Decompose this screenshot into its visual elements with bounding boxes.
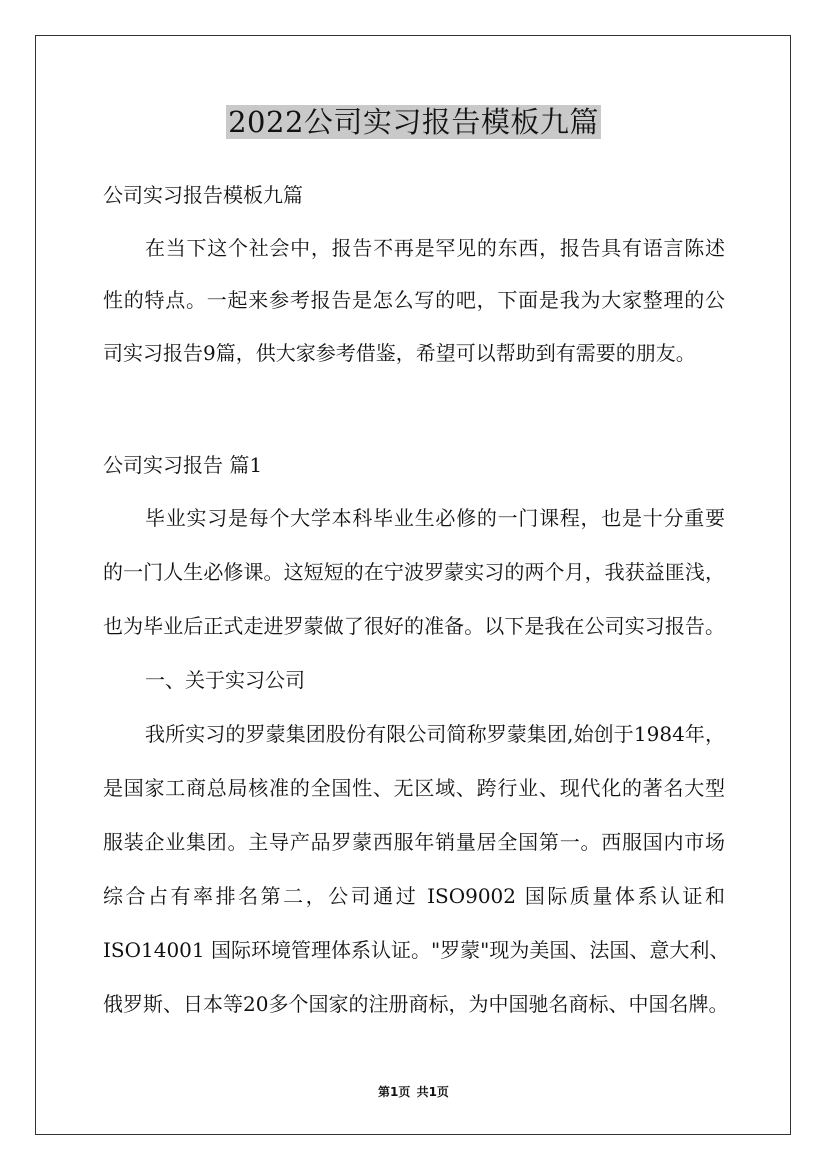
- paragraph-line: 性的特点。一起来参考报告是怎么写的吧，下面是我为大家整理的公: [103, 288, 725, 312]
- paragraph-line: 服装企业集团。主导产品罗蒙西服年销量居全国第一。西服国内市场: [103, 830, 725, 854]
- paragraph-line: 司实习报告9篇，供大家参考借鉴，希望可以帮助到有需要的朋友。: [103, 341, 696, 365]
- document-title: 2022公司实习报告模板九篇: [228, 105, 599, 139]
- subtitle: 公司实习报告模板九篇: [103, 183, 303, 207]
- paragraph-line: 毕业实习是每个大学本科毕业生必修的一门课程，也是十分重要: [145, 506, 725, 530]
- paragraph-line: 的一门人生必修课。这短短的在宁波罗蒙实习的两个月，我获益匪浅，: [103, 560, 725, 584]
- paragraph-line: 俄罗斯、日本等20多个国家的注册商标，为中国驰名商标、中国名牌。: [103, 992, 729, 1016]
- paragraph-line: ISO14001 国际环境管理体系认证。"罗蒙"现为美国、法国、意大利、: [103, 938, 730, 962]
- subsection-heading: 一、关于实习公司: [145, 668, 305, 692]
- section-heading: 公司实习报告 篇1: [103, 453, 263, 477]
- paragraph-line: 综合占有率排名第二，公司通过 ISO9002 国际质量体系认证和: [103, 884, 725, 908]
- paragraph-line: 是国家工商总局核准的全国性、无区域、跨行业、现代化的著名大型: [103, 776, 725, 800]
- paragraph-line: 也为毕业后正式走进罗蒙做了很好的准备。以下是我在公司实习报告。: [103, 614, 725, 638]
- page-footer: 第1页 共1页: [378, 1085, 449, 1099]
- paragraph-line: 我所实习的罗蒙集团股份有限公司简称罗蒙集团,始创于1984年，: [145, 722, 725, 746]
- paragraph-line: 在当下这个社会中，报告不再是罕见的东西，报告具有语言陈述: [145, 236, 725, 260]
